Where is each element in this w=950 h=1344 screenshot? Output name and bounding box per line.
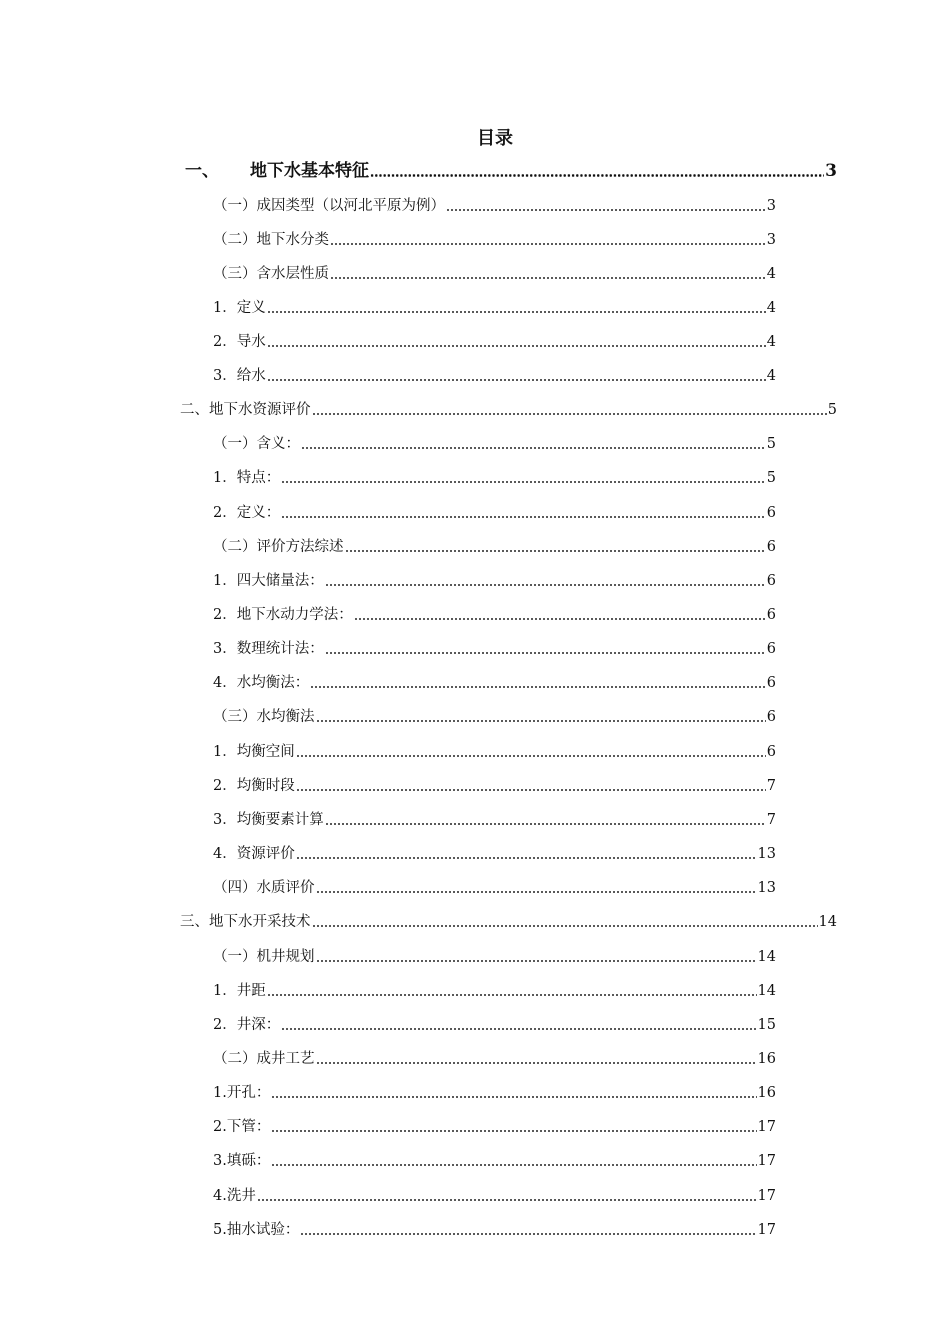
toc-entry-page: 16 bbox=[757, 1085, 776, 1101]
dot-leader bbox=[267, 311, 766, 313]
toc-entry[interactable] bbox=[213, 672, 776, 694]
dot-leader bbox=[281, 1028, 756, 1030]
toc-entry-label: 二、地下水资源评价 bbox=[180, 402, 311, 418]
toc-entry[interactable] bbox=[213, 706, 776, 728]
toc-entry-label: 3．均衡要素计算 bbox=[213, 812, 324, 828]
toc-entry[interactable] bbox=[213, 1116, 776, 1138]
dot-leader bbox=[330, 277, 766, 279]
toc-entry[interactable] bbox=[213, 502, 776, 524]
dot-leader bbox=[301, 447, 766, 449]
toc-entry-label: 4.洗井 bbox=[213, 1188, 256, 1204]
dot-leader bbox=[370, 174, 824, 177]
toc-entry-page: 4 bbox=[766, 334, 776, 350]
toc-entry-page: 6 bbox=[766, 709, 776, 725]
dot-leader bbox=[267, 345, 766, 347]
toc-entry-page: 17 bbox=[757, 1119, 776, 1135]
toc-entry-page: 17 bbox=[757, 1222, 776, 1238]
toc-entry-page: 17 bbox=[757, 1188, 776, 1204]
toc-entry-page: 5 bbox=[766, 470, 776, 486]
toc-entry-number: 一、 bbox=[185, 161, 219, 181]
toc-entry[interactable] bbox=[213, 1150, 776, 1172]
toc-entry[interactable] bbox=[213, 775, 776, 797]
toc-entry-page: 14 bbox=[757, 983, 776, 999]
toc-entry-page: 7 bbox=[766, 812, 776, 828]
toc-entry-label: 2．地下水动力学法： bbox=[213, 607, 353, 623]
toc-entry-page: 6 bbox=[766, 573, 776, 589]
toc-entry-label: 1．均衡空间 bbox=[213, 744, 295, 760]
toc-entry-page: 7 bbox=[766, 778, 776, 794]
toc-entry[interactable] bbox=[213, 331, 776, 353]
dot-leader bbox=[296, 789, 766, 791]
toc-entry-label: 2．导水 bbox=[213, 334, 266, 350]
dot-leader bbox=[281, 481, 766, 483]
toc-entry[interactable] bbox=[213, 433, 776, 455]
toc-entry[interactable] bbox=[213, 467, 776, 489]
toc-entry-label: （二）评价方法综述 bbox=[213, 539, 344, 555]
dot-leader bbox=[281, 516, 766, 518]
toc-entry[interactable] bbox=[213, 741, 776, 763]
toc-entry[interactable] bbox=[213, 365, 776, 387]
toc-entry-page: 3 bbox=[766, 198, 776, 214]
toc-entry[interactable] bbox=[213, 1048, 776, 1070]
dot-leader bbox=[310, 686, 766, 688]
toc-entry[interactable] bbox=[213, 1082, 776, 1104]
toc-entry[interactable] bbox=[213, 946, 776, 968]
dot-leader bbox=[296, 755, 766, 757]
toc-entry-page: 3 bbox=[825, 161, 837, 181]
toc-entry[interactable] bbox=[213, 1219, 776, 1241]
toc-entry-page: 16 bbox=[757, 1051, 776, 1067]
toc-entry-page: 15 bbox=[757, 1017, 776, 1033]
toc-entry[interactable] bbox=[213, 536, 776, 558]
toc-entry-label: 1．井距 bbox=[213, 983, 266, 999]
page-title: 目录 bbox=[477, 128, 513, 149]
toc-entry[interactable] bbox=[213, 604, 776, 626]
toc-entry-page: 6 bbox=[766, 744, 776, 760]
toc-entry-page: 13 bbox=[757, 846, 776, 862]
toc-entry-page: 6 bbox=[766, 641, 776, 657]
toc-entry-page: 17 bbox=[757, 1153, 776, 1169]
toc-entry-label: 三、地下水开采技术 bbox=[180, 914, 311, 930]
toc-entry[interactable] bbox=[213, 877, 776, 899]
dot-leader bbox=[257, 1199, 757, 1201]
toc-entry-label: 2．均衡时段 bbox=[213, 778, 295, 794]
dot-leader bbox=[316, 720, 766, 722]
toc-entry[interactable] bbox=[213, 570, 776, 592]
dot-leader bbox=[316, 891, 757, 893]
toc-entry-label: （一）含义： bbox=[213, 436, 300, 452]
toc-entry-page: 5 bbox=[766, 436, 776, 452]
toc-entry-label: 4．资源评价 bbox=[213, 846, 295, 862]
toc-entry-page: 6 bbox=[766, 539, 776, 555]
dot-leader bbox=[330, 243, 766, 245]
dot-leader bbox=[316, 1062, 757, 1064]
toc-entry[interactable] bbox=[213, 263, 776, 285]
toc-entry-label: （四）水质评价 bbox=[213, 880, 315, 896]
toc-entry-label: 1.开孔： bbox=[213, 1085, 271, 1101]
toc-entry-label: 3．给水 bbox=[213, 368, 266, 384]
toc-entry-label: （一）成因类型（以河北平原为例） bbox=[213, 198, 445, 214]
dot-leader bbox=[325, 584, 766, 586]
toc-entry[interactable] bbox=[213, 195, 776, 217]
toc-entry[interactable] bbox=[213, 980, 776, 1002]
dot-leader bbox=[271, 1130, 756, 1132]
dot-leader bbox=[312, 413, 827, 415]
dot-leader bbox=[446, 209, 766, 211]
toc-entry-label: （一）机井规划 bbox=[213, 949, 315, 965]
toc-entry[interactable] bbox=[180, 399, 837, 421]
dot-leader bbox=[267, 994, 757, 996]
toc-entry-page: 5 bbox=[827, 402, 837, 418]
dot-leader bbox=[296, 857, 757, 859]
toc-entry-page: 6 bbox=[766, 675, 776, 691]
toc-entry-page: 14 bbox=[757, 949, 776, 965]
toc-entry[interactable] bbox=[213, 297, 776, 319]
toc-entry-page: 6 bbox=[766, 607, 776, 623]
toc-entry-label: （三）含水层性质 bbox=[213, 266, 329, 282]
toc-entry[interactable] bbox=[213, 229, 776, 251]
toc-entry-page: 3 bbox=[766, 232, 776, 248]
dot-leader bbox=[316, 960, 757, 962]
toc-entry[interactable] bbox=[213, 638, 776, 660]
toc-entry-page: 4 bbox=[766, 266, 776, 282]
toc-entry-label: 1．四大储量法： bbox=[213, 573, 324, 589]
toc-entry[interactable] bbox=[213, 809, 776, 831]
toc-entry-label: 1．特点： bbox=[213, 470, 281, 486]
dot-leader bbox=[271, 1164, 756, 1166]
toc-entry-page: 4 bbox=[766, 300, 776, 316]
toc-entry-label: 2．定义： bbox=[213, 505, 281, 521]
dot-leader bbox=[300, 1233, 756, 1235]
toc-entry-label: 5.抽水试验： bbox=[213, 1222, 300, 1238]
toc-entry[interactable] bbox=[180, 911, 837, 933]
dot-leader bbox=[354, 618, 766, 620]
dot-leader bbox=[312, 925, 818, 927]
dot-leader bbox=[325, 652, 766, 654]
toc-entry[interactable] bbox=[213, 843, 776, 865]
toc-entry-label: 2.下管： bbox=[213, 1119, 271, 1135]
dot-leader bbox=[267, 379, 766, 381]
dot-leader bbox=[271, 1096, 756, 1098]
toc-entry-page: 13 bbox=[757, 880, 776, 896]
dot-leader bbox=[345, 550, 766, 552]
toc-entry[interactable] bbox=[213, 1185, 776, 1207]
toc-entry[interactable] bbox=[185, 158, 837, 184]
toc-entry-label: 3．数理统计法： bbox=[213, 641, 324, 657]
toc-entry-page: 6 bbox=[766, 505, 776, 521]
toc-entry-page: 14 bbox=[818, 914, 837, 930]
dot-leader bbox=[325, 823, 766, 825]
toc-entry-label: （二）成井工艺 bbox=[213, 1051, 315, 1067]
toc-entry[interactable] bbox=[213, 1014, 776, 1036]
toc-entry-label: 1．定义 bbox=[213, 300, 266, 316]
toc-entry-label: 3.填砾： bbox=[213, 1153, 271, 1169]
toc-entry-label: 4．水均衡法： bbox=[213, 675, 310, 691]
toc-entry-page: 4 bbox=[766, 368, 776, 384]
toc-entry-label: 2．井深： bbox=[213, 1017, 281, 1033]
toc-entry-label: （二）地下水分类 bbox=[213, 232, 329, 248]
toc-entry-label: （三）水均衡法 bbox=[213, 709, 315, 725]
toc-entry-label: 地下水基本特征 bbox=[250, 161, 369, 181]
